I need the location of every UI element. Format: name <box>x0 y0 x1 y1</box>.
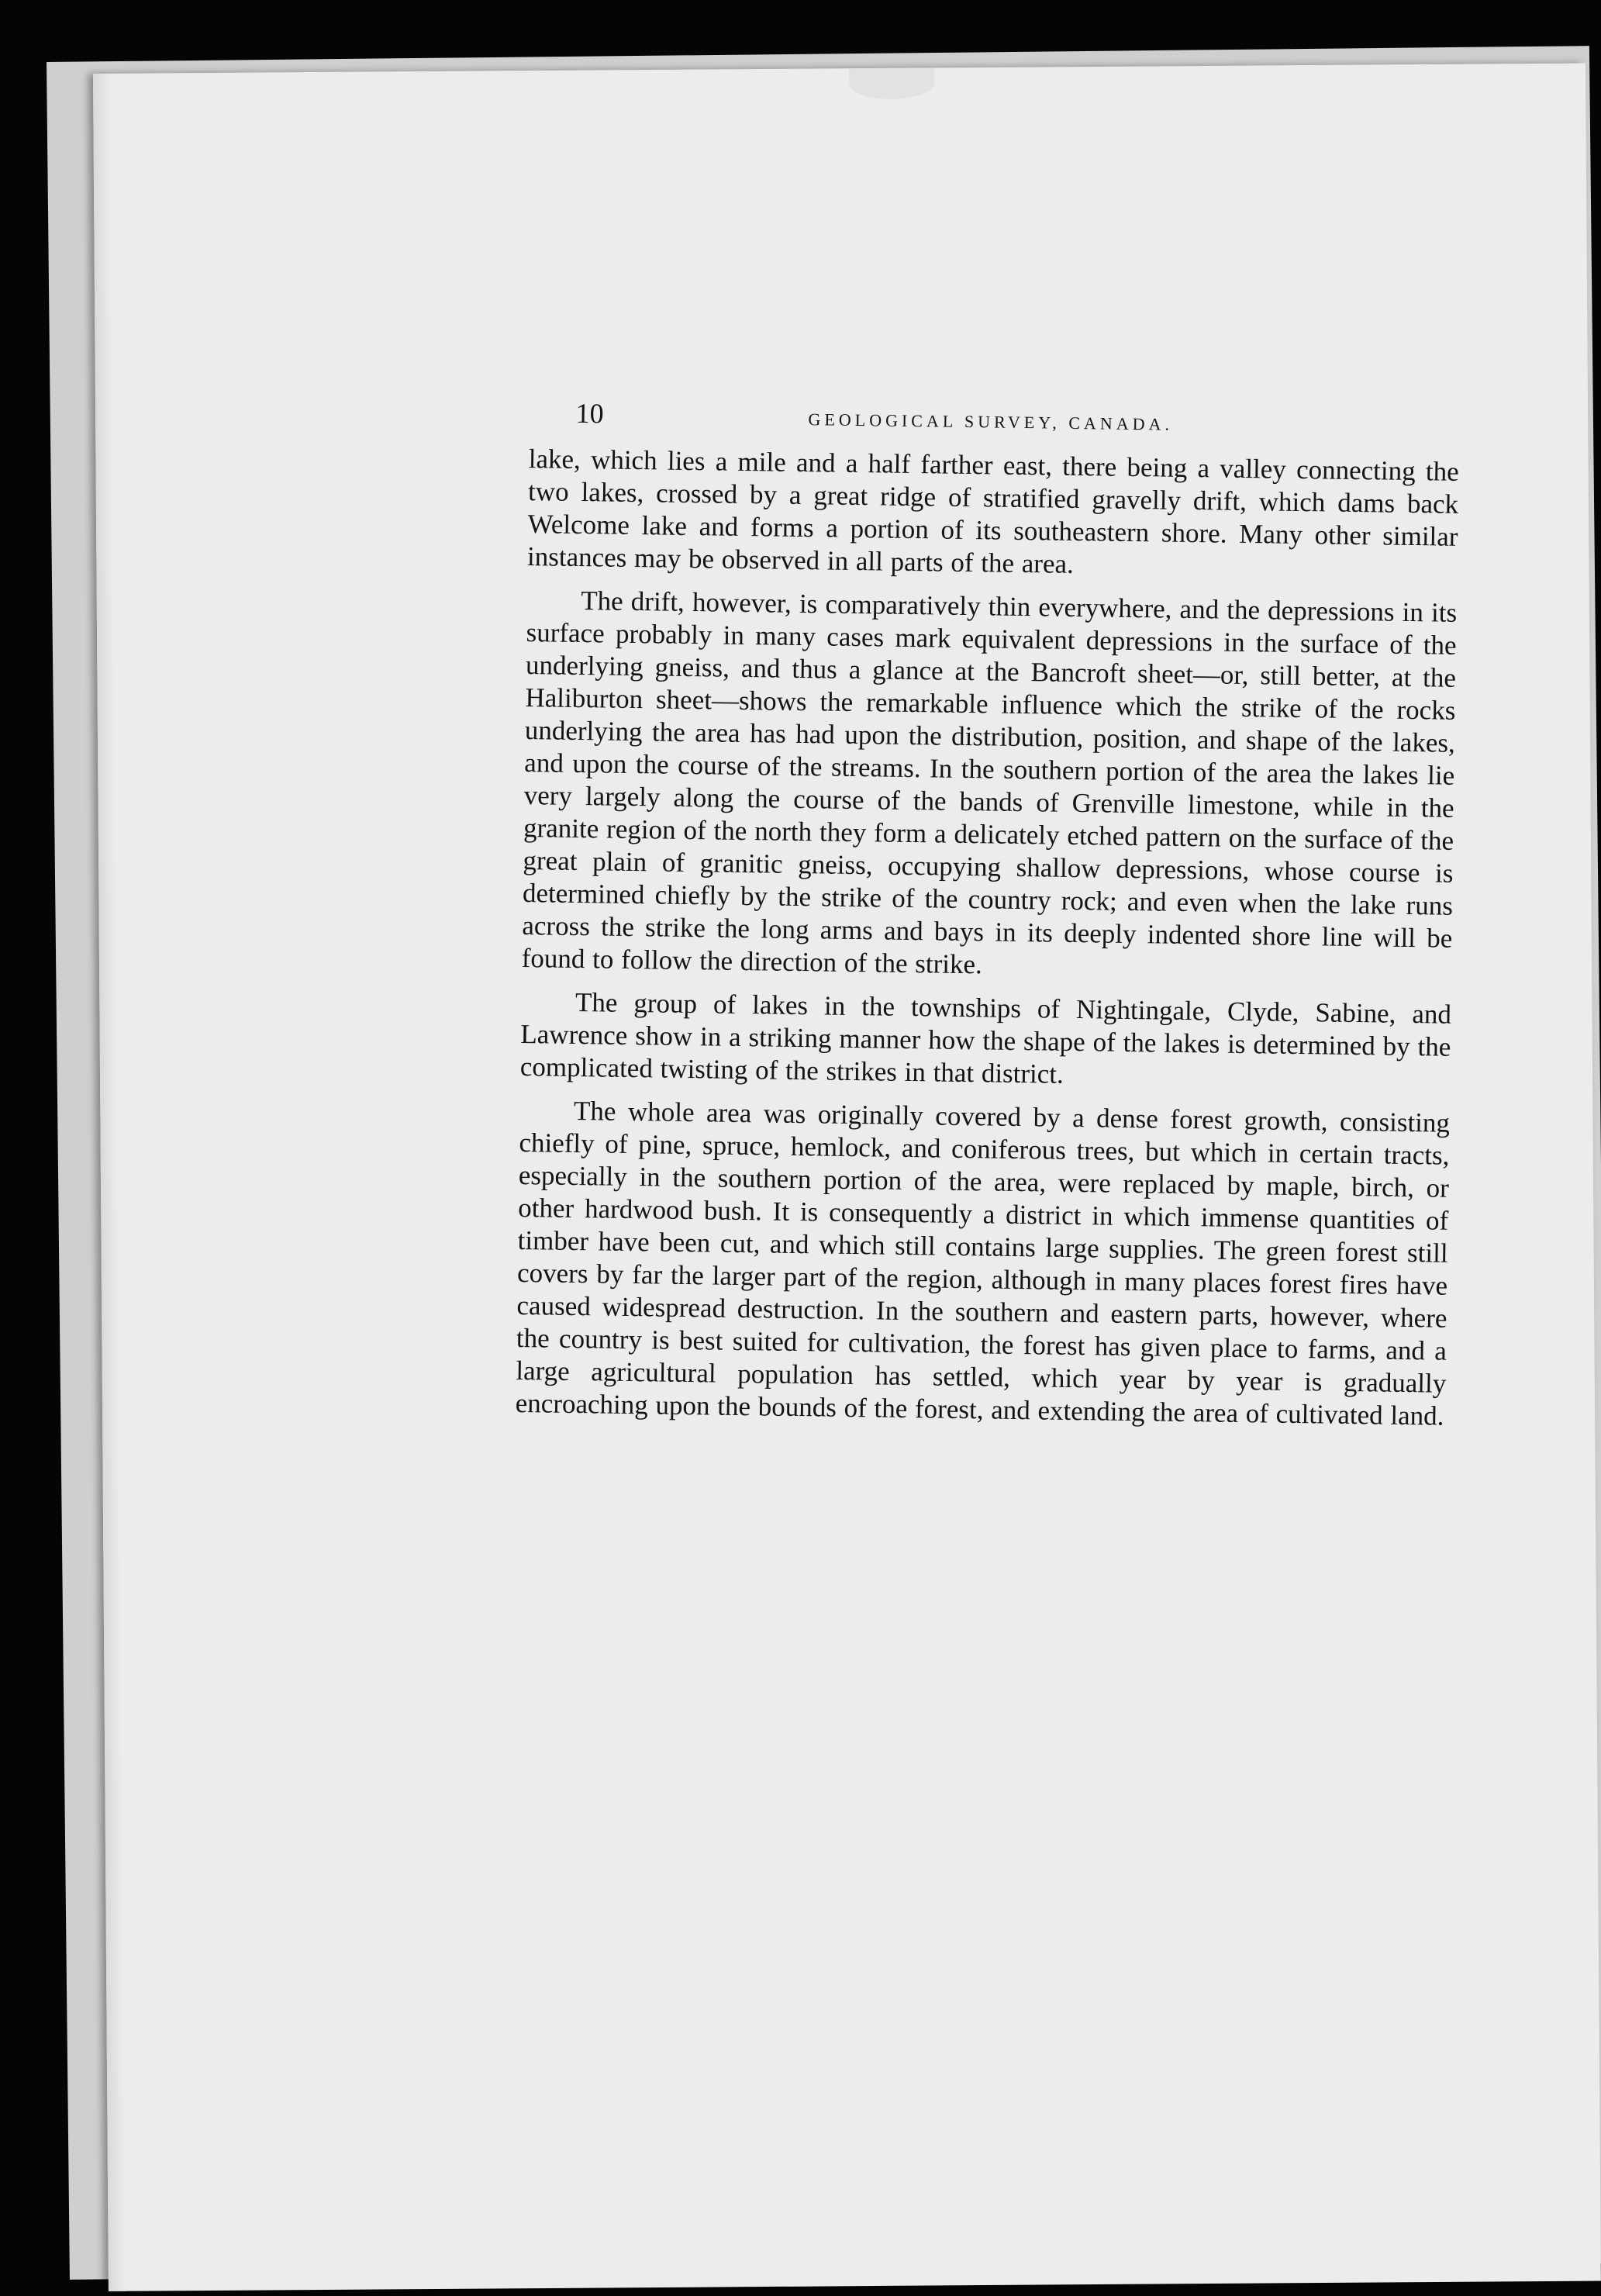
paragraph-forest: The whole area was originally covered by a dense forest growth, consisting chiefly of pine, spruce, hemlock, and coniferous trees, but which in certain tracts, especially in the southern portion of the area, were replaced by maple, birch, or other hardwood bush. It is consequently a district in which immense quantities of timber have been cut, and which still contains large supplies. The green forest still covers by far the larger part of the region, although in many places forest fires have caused widespread destruction. In the southern and eastern parts, however, where the country is best suited for cultivation, the forest has given place to farms, and a large agricultural population has settled, which year by year is gradually encroaching upon the bounds of the forest, and extending the area of cultivated land. <box>515 1095 1451 1431</box>
paragraph-continuation: lake, which lies a mile and a half farther east, there being a valley connecting the two lakes, crossed by a great ridge of stratified gravelly drift, which dams back Welcome lake and forms a portion of its southeastern shore. Many other similar instances may be observed in all parts of the area. <box>526 444 1459 579</box>
page-number: 10 <box>575 397 604 430</box>
paragraph-drift: The drift, however, is comparatively thin everywhere, and the depressions in its surface probably in many cases mark equivalent depressions in the surface of the underlying gneiss, and thus a glance at the Bancroft sheet—or, still better, at the Haliburton sheet—shows the remarkable influence which the strike of the rocks underlying the area has had upon the distribution, position, and shape of the lakes, and upon the course of the streams. In the southern portion of the area the lakes lie very largely along the course of the bands of Grenville limestone, while in the granite region of the north they form a delicately etched pattern on the surface of the great plain of granitic gneiss, occupying shallow depressions, whose course is determined chiefly by the strike of the country rock; and even when the lake runs across the strike the long arms and bays in its deeply indented shore line will be found to follow the direction of the strike. <box>521 585 1458 980</box>
book-page <box>93 64 1601 2291</box>
running-head: GEOLOGICAL SURVEY, CANADA. <box>808 409 1174 434</box>
paragraph-lakes-group: The group of lakes in the townships of Nightingale, Clyde, Sabine, and Lawrence show in a striking manner how the shape of the lakes is determined by the complicated twisting of the strikes in that district. <box>519 986 1452 1089</box>
page-content <box>515 396 1460 1444</box>
binding-mark <box>849 67 934 99</box>
